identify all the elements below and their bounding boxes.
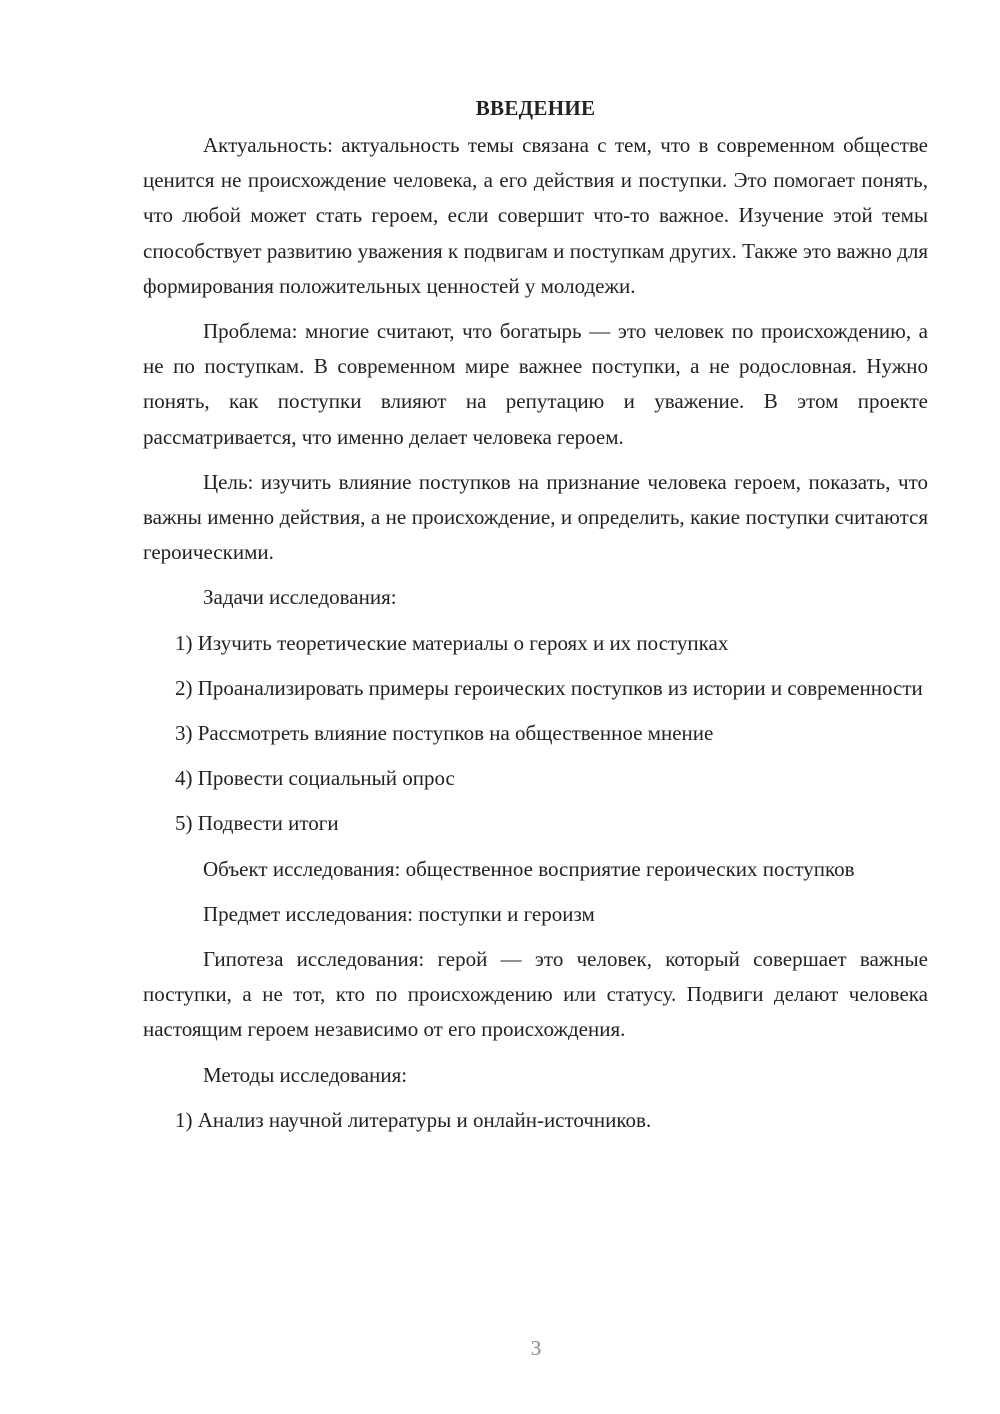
document-page [143, 93, 928, 1148]
methods-heading: Методы исследования: [203, 1062, 408, 1087]
relevance-paragraph: Актуальность: актуальность темы связана с тем, что в современном обществе ценится не происхождение человека, а его действия и поступки. Это помогает понять, что любой может стать героем, если совершит что-то важное. Изучение этой темы способствует развитию уважения к подвигам и поступкам других. Также это важно для формирования положительных ценностей у молодежи. [143, 133, 928, 298]
hypothesis-paragraph: Гипотеза исследования: герой — это человек, который совершает важные поступки, а не тот, кто по происхождению или статусу. Подвиги делают человека настоящим героем независимо от его происхождения. [143, 947, 928, 1042]
task-item-3: 3) Рассмотреть влияние поступков на общественное мнение [175, 721, 714, 746]
goal-paragraph: Цель: изучить влияние поступков на признание человека героем, показать, что важны именно действия, а не происхождение, и определить, какие поступки считаются героическими. [143, 469, 928, 565]
problem-paragraph: Проблема: многие считают, что богатырь — это человек по происхождению, а не по поступкам. В современном мире важнее поступки, а не родословная. Нужно понять, как поступки влияют на репутацию и уважение. В этом проекте рассматривается, что именно делает человека героем. [143, 319, 928, 449]
page-number: 3 [530, 1336, 542, 1360]
subject-paragraph: Предмет исследования: поступки и героизм [203, 901, 595, 926]
tasks-heading: Задачи исследования: [203, 585, 397, 610]
section-title: ВВЕДЕНИЕ [475, 96, 596, 120]
task-item-1: 1) Изучить теоретические материалы о героях и их поступках [175, 630, 729, 655]
task-item-5: 5) Подвести итоги [175, 811, 339, 836]
object-paragraph: Объект исследования: общественное восприятие героических поступков [203, 856, 855, 881]
task-item-4: 4) Провести социальный опрос [175, 766, 455, 791]
task-item-2: 2) Проанализировать примеры героических поступков из истории и современности [175, 675, 923, 700]
method-item-1: 1) Анализ научной литературы и онлайн-источников. [175, 1107, 652, 1132]
